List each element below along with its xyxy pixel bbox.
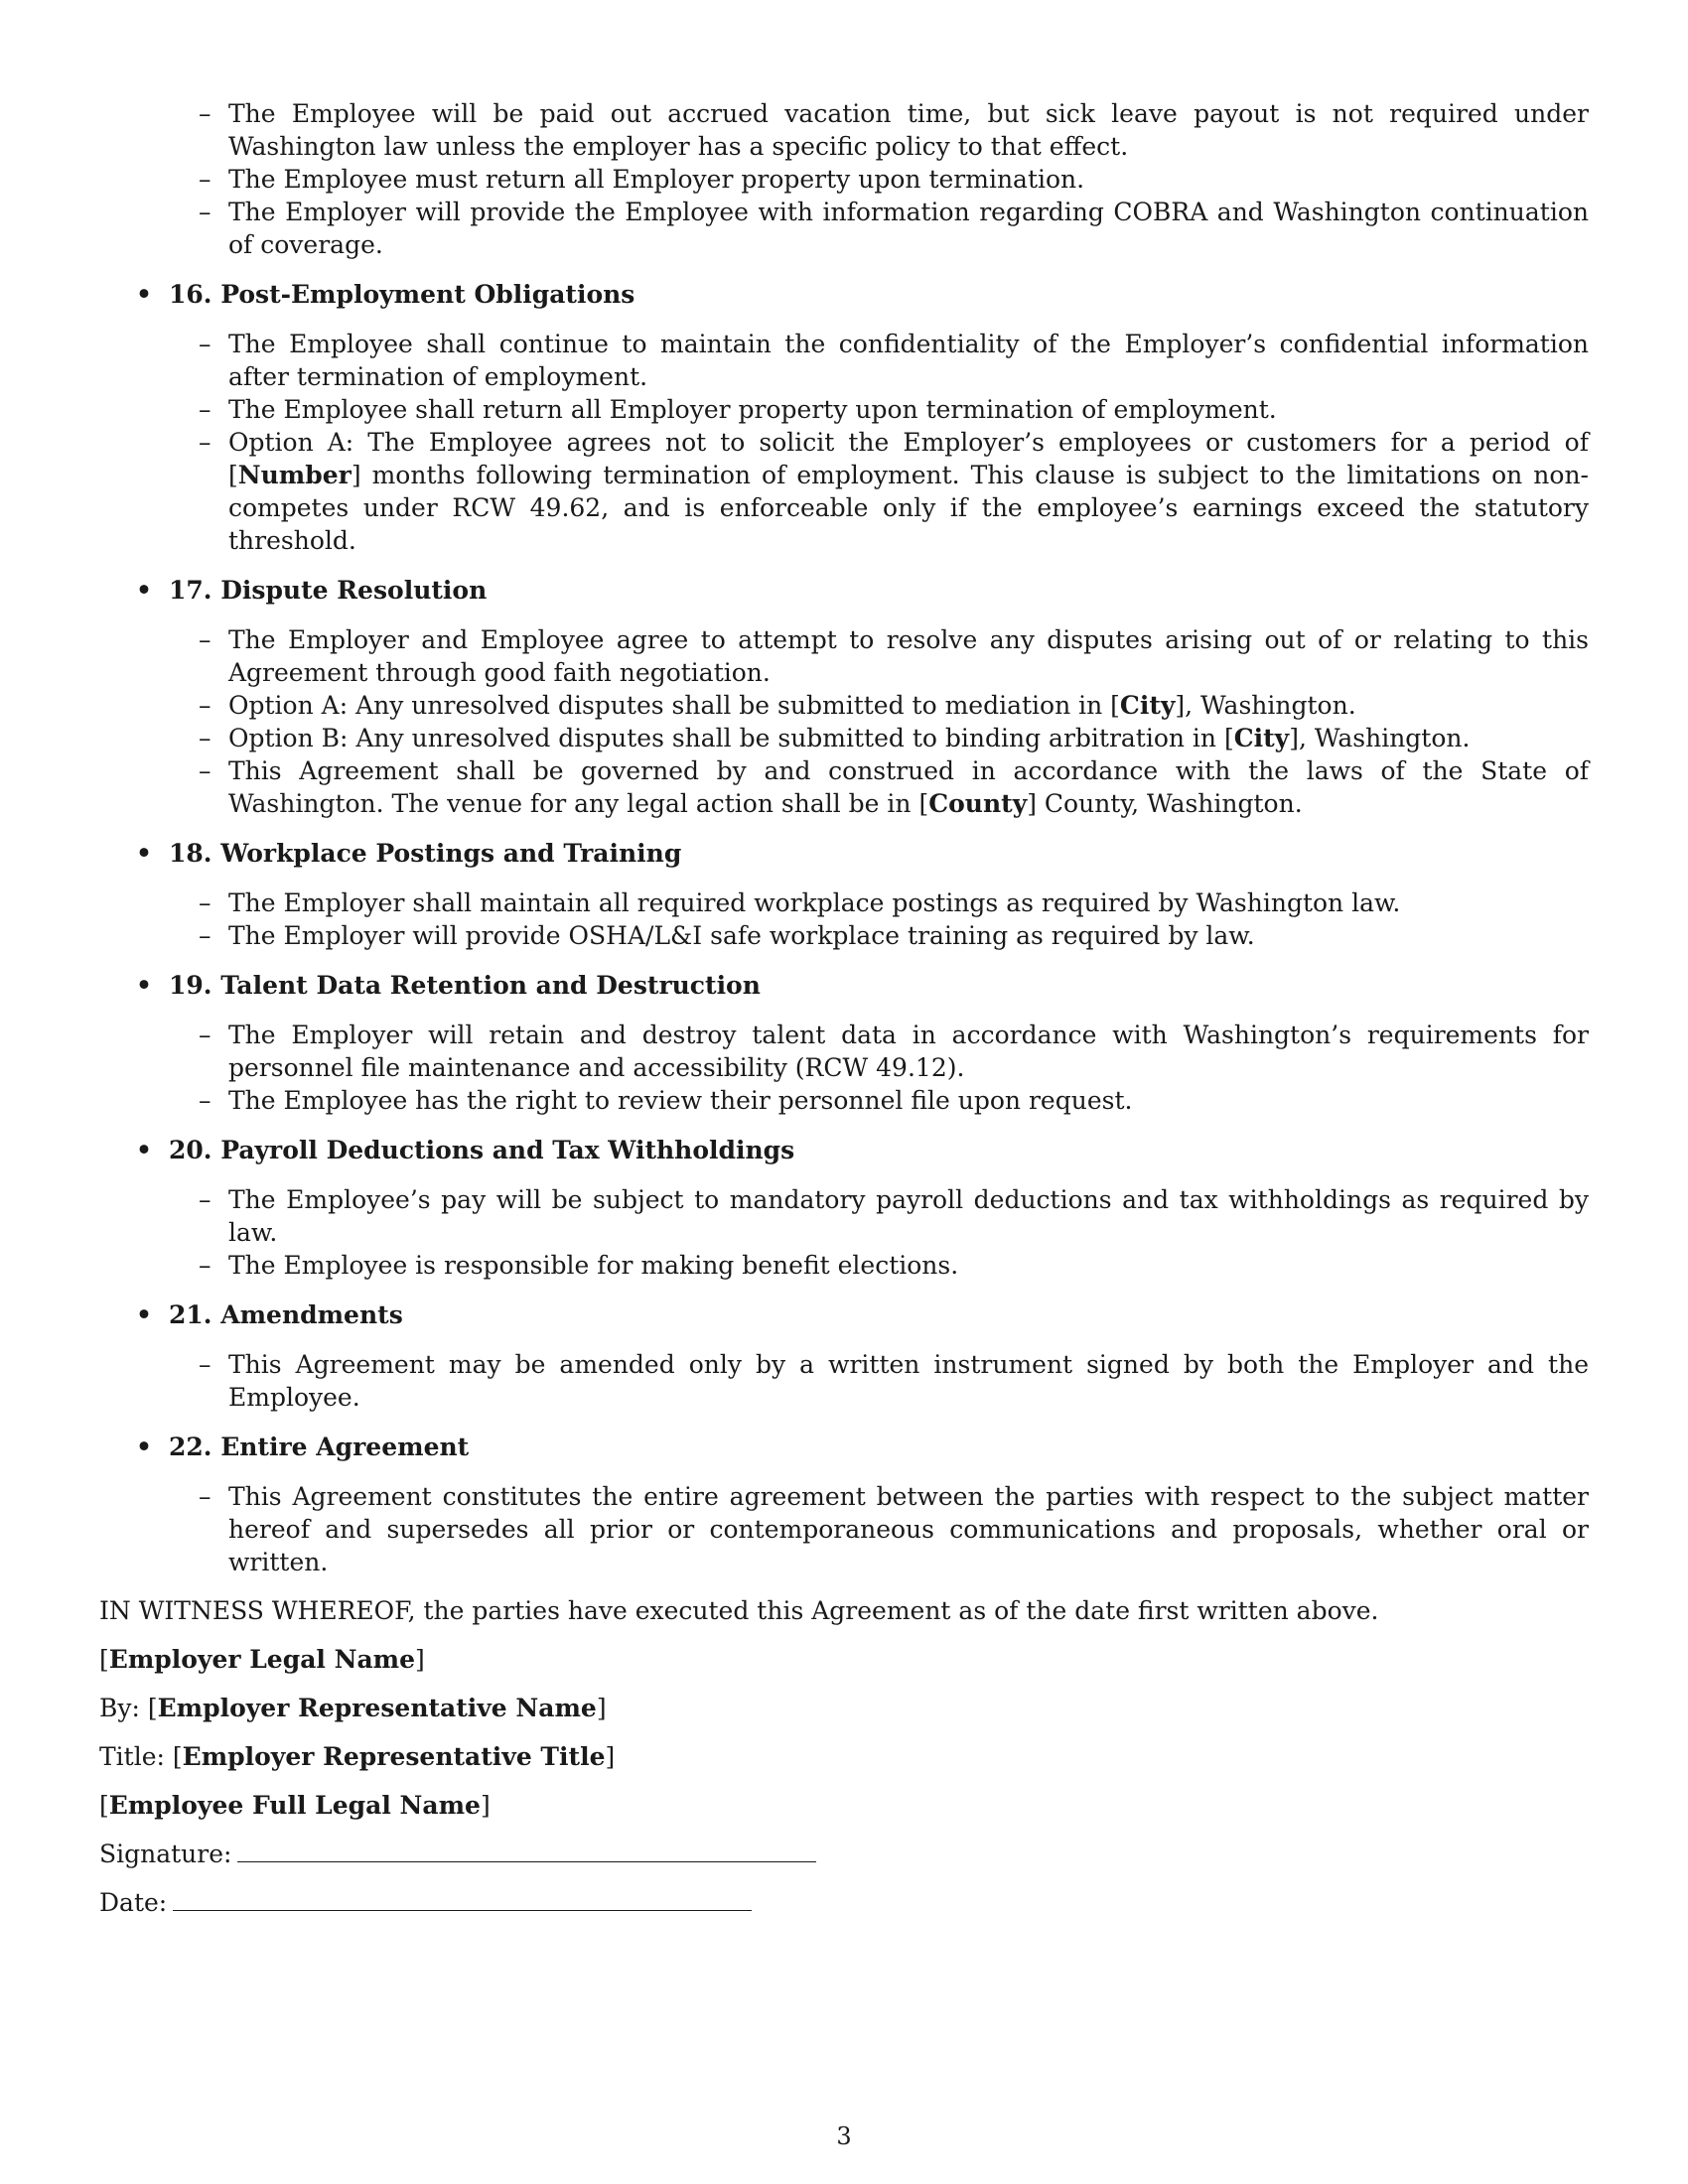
list-item: – The Employer will retain and destroy talent data in accordance with Washington’s requirements for personnel file maintenance and accessibility (RCW 49.12). <box>228 1019 1589 1084</box>
witness-statement: IN WITNESS WHEREOF, the parties have executed this Agreement as of the date first written above. <box>99 1596 1379 1625</box>
list-item: – The Employer shall maintain all required workplace postings as required by Washington law. <box>228 887 1589 919</box>
section-amendments <box>99 1298 1589 1414</box>
list-item: – The Employee has the right to review their personnel file upon request. <box>228 1084 1589 1117</box>
list-item: – Option A: The Employee agrees not to solicit the Employer’s employees or customers for a period of [Number] months following termination of employment. This clause is subject to the limitations on non-competes under RCW 49.62, and is enforceable only if the employee’s earnings exceed the statutory threshold. <box>228 426 1589 557</box>
section-heading: • 20. Payroll Deductions and Tax Withholdings <box>99 1134 1589 1166</box>
rep-title: Employer Representative Title <box>182 1742 606 1771</box>
title-label: Title: <box>99 1742 165 1771</box>
date-field[interactable] <box>173 1888 752 1911</box>
employee-name-line: [Employee Full Legal Name] <box>99 1791 491 1820</box>
signature-label: Signature: <box>99 1840 232 1868</box>
section-heading: • 19. Talent Data Retention and Destruction <box>99 969 1589 1002</box>
date-line <box>99 1886 1589 1919</box>
section-heading: • 21. Amendments <box>99 1298 1589 1331</box>
by-line: By: [Employer Representative Name] <box>99 1694 607 1722</box>
section-heading: • 17. Dispute Resolution <box>99 574 1589 607</box>
list-item: – Option A: Any unresolved disputes shall be submitted to mediation in [City], Washington. <box>228 689 1589 722</box>
placeholder-city: City <box>1233 724 1290 752</box>
section-workplace-postings <box>99 837 1589 952</box>
list-item: – The Employee will be paid out accrued vacation time, but sick leave payout is not required under Washington law unless the employer has a specific policy to that effect. <box>228 97 1589 163</box>
section-heading: • 22. Entire Agreement <box>99 1431 1589 1463</box>
rep-name: Employer Representative Name <box>157 1694 597 1722</box>
signature-field[interactable] <box>237 1840 816 1862</box>
placeholder-county: County <box>928 789 1028 818</box>
list-item: – The Employee is responsible for making benefit elections. <box>228 1249 1589 1282</box>
section-entire-agreement <box>99 1431 1589 1578</box>
title-line: Title: [Employer Representative Title] <box>99 1742 616 1771</box>
list-item: – This Agreement may be amended only by a written instrument signed by both the Employer and the Employee. <box>228 1348 1589 1414</box>
by-label: By: <box>99 1694 140 1722</box>
signature-line <box>99 1838 1589 1870</box>
continued-section-items <box>99 97 1589 261</box>
employer-name-line: [Employer Legal Name] <box>99 1645 425 1674</box>
list-item: – The Employer and Employee agree to attempt to resolve any disputes arising out of or relating to this Agreement through good faith negotiation. <box>228 623 1589 689</box>
list-item: – The Employee shall continue to maintain the confidentiality of the Employer’s confidential information after termination of employment. <box>228 328 1589 393</box>
list-item: – Option B: Any unresolved disputes shall be submitted to binding arbitration in [City], Washington. <box>228 722 1589 754</box>
placeholder-city: City <box>1119 691 1176 720</box>
section-payroll <box>99 1134 1589 1282</box>
list-item: – This Agreement shall be governed by and construed in accordance with the laws of the State of Washington. The venue for any legal action shall be in [County] County, Washington. <box>228 754 1589 820</box>
list-item: – The Employee’s pay will be subject to mandatory payroll deductions and tax withholdings as required by law. <box>228 1183 1589 1249</box>
employer-name: Employer Legal Name <box>108 1645 416 1674</box>
section-talent-data <box>99 969 1589 1117</box>
section-heading: • 16. Post-Employment Obligations <box>99 278 1589 311</box>
date-label: Date: <box>99 1888 168 1917</box>
list-item: – The Employee must return all Employer property upon termination. <box>228 163 1589 196</box>
list-item: – The Employer will provide OSHA/L&I safe workplace training as required by law. <box>228 919 1589 952</box>
list-item: – The Employer will provide the Employee with information regarding COBRA and Washington continuation of coverage. <box>228 196 1589 261</box>
section-heading: • 18. Workplace Postings and Training <box>99 837 1589 870</box>
placeholder-number: Number <box>237 461 352 489</box>
page-number: 3 <box>836 2122 852 2150</box>
document-page <box>99 97 1589 1919</box>
section-post-employment <box>99 278 1589 557</box>
employee-name: Employee Full Legal Name <box>108 1791 481 1820</box>
section-list <box>99 278 1589 1578</box>
list-item: – The Employee shall return all Employer property upon termination of employment. <box>228 393 1589 426</box>
list-item: – This Agreement constitutes the entire agreement between the parties with respect to the subject matter hereof and supersedes all prior or contemporaneous communications and proposals, whether oral or written. <box>228 1480 1589 1578</box>
section-dispute-resolution <box>99 574 1589 820</box>
